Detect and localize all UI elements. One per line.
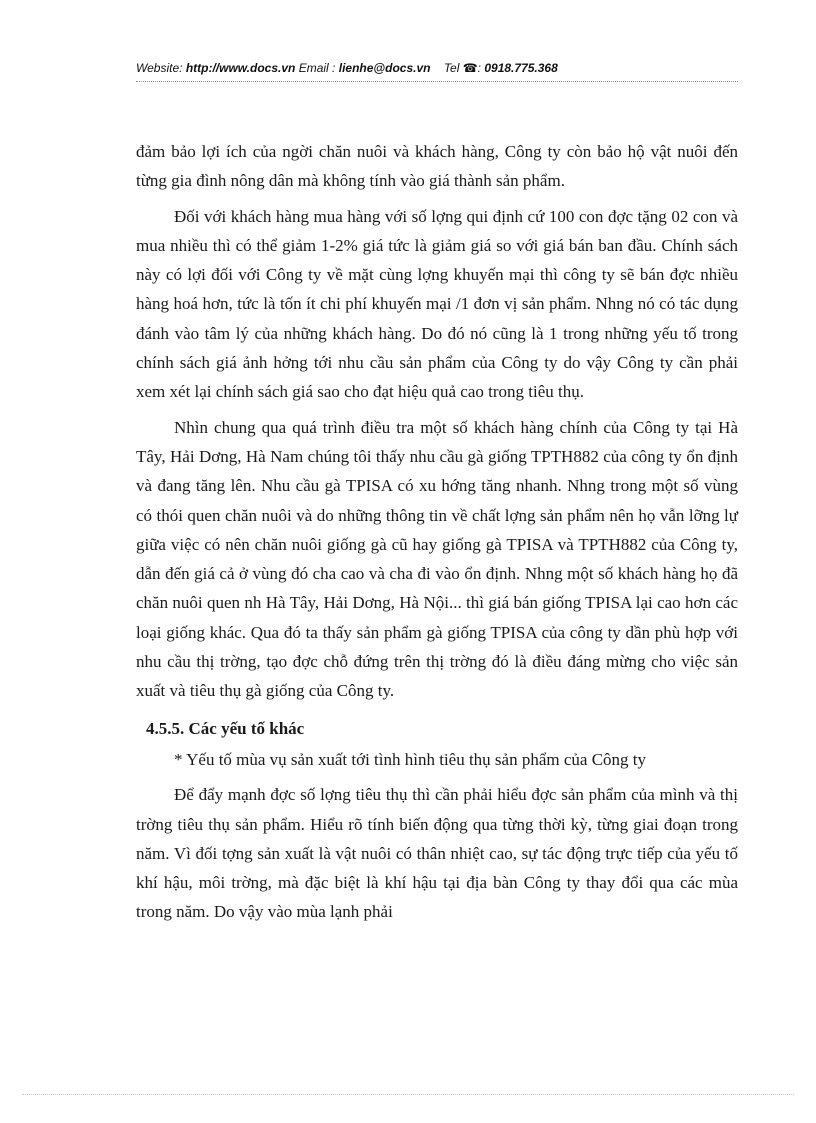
paragraph-3: Nhìn chung qua quá trình điều tra một số khách hàng chính của Công ty tại Hà Tây, Hải Dơng, Hà Nam chúng tôi thấy nhu cầu gà giống TPTH882 của công ty ổn định và đang tăng lên. Nhu cầu gà TPISA có xu hớng tăng nhanh. Nhng trong một số vùng có thói quen chăn nuôi và do những thông tin về chất lợng sản phẩm nên họ vẫn lỡng lự giữa việc có nên chăn nuôi giống gà cũ hay giống gà TPISA và TPTH882 của Công ty, dẫn đến giá cả ở vùng đó cha cao và cha đi vào ổn định. Nhng một số khách hàng họ đã chăn nuôi quen nh Hà Tây, Hải Dơng, Hà Nội... thì giá bán giống TPISA lại cao hơn các loại giống khác. Qua đó ta thấy sản phẩm gà giống TPISA của công ty dần phù hợp với nhu cầu thị trờng, tạo đợc chỗ đứng trên thị trờng đó là điều đáng mừng cho việc sản xuất và tiêu thụ gà giống của Công ty. <box>136 417 738 701</box>
paragraph-5: Để đẩy mạnh đợc số lợng tiêu thụ thì cần phải hiểu đợc sản phẩm của mình và thị trờng tiêu thụ sản phẩm. Hiểu rõ tính biến động qua từng thời kỳ, từng giai đoạn trong năm. Vì đối tợng sản xuất là vật nuôi có thân nhiệt cao, sự tác động trực tiếp của yếu tố khí hậu, môi trờng, mà đặc biệt là khí hậu tại địa bàn Công ty thay đổi qua các mùa trong năm. Do vậy vào mùa lạnh phải <box>136 785 738 922</box>
paragraph-1: đảm bảo lợi ích của ngời chăn nuôi và khách hàng, Công ty còn bảo hộ vật nuôi đến từng gia đình nông dân mà không tính vào giá thành sản phẩm. <box>136 142 738 191</box>
section-heading: 4.5.5. Các yếu tố khác <box>146 718 305 738</box>
website-link[interactable]: http://www.docs.vn <box>185 61 296 75</box>
page-header <box>136 61 736 75</box>
header-divider <box>136 81 738 82</box>
website-label: Website: <box>136 61 183 75</box>
tel-number: 0918.775.368 <box>484 61 558 75</box>
email-label: Email : <box>298 61 336 75</box>
tel-label: Tel ☎: <box>443 61 482 75</box>
paragraph-2: Đối với khách hàng mua hàng với số lợng qui định cứ 100 con đợc tặng 02 con và mua nhiều thì có thể giảm 1-2% giá tức là giảm giá so với giá bán ban đầu. Chính sách này có lợi đối với Công ty về mặt cùng lợng khuyến mại thì công ty sẽ bán đợc nhiều hàng hoá hơn, tức là tốn ít chi phí khuyến mại /1 đơn vị sản phẩm. Nhng nó có tác dụng đánh vào tâm lý của những khách hàng. Do đó nó cũng là 1 trong những yếu tố trong chính sách giá ảnh hởng tới nhu cầu sản phẩm của Công ty do vậy Công ty cần phải xem xét lại chính sách giá sao cho đạt hiệu quả cao trong tiêu thụ. <box>136 206 738 402</box>
document-body <box>136 137 738 927</box>
paragraph-4: * Yếu tố mùa vụ sản xuất tới tình hình tiêu thụ sản phẩm của Công ty <box>174 749 647 769</box>
footer-divider <box>22 1094 794 1095</box>
email-link[interactable]: lienhe@docs.vn <box>338 61 431 75</box>
